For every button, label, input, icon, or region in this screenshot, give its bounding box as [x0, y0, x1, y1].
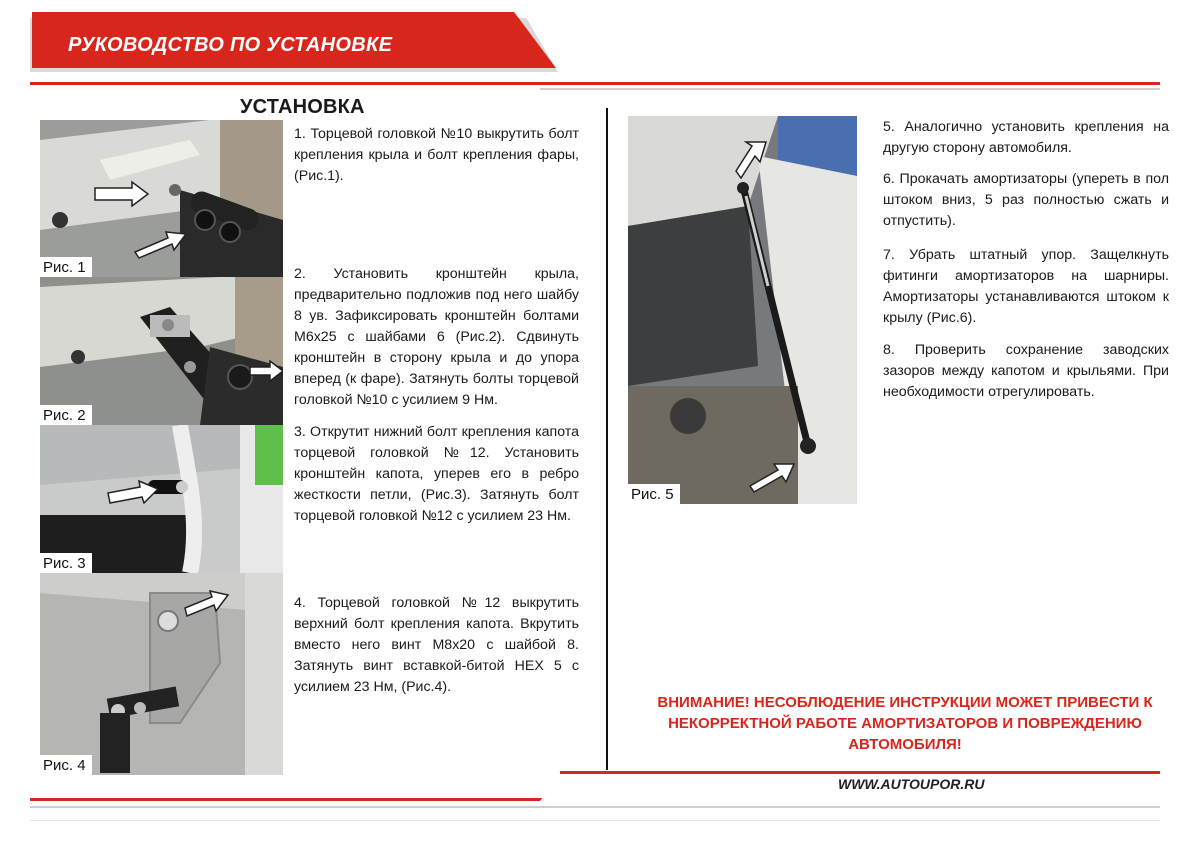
step-3: 3. Открутит нижний болт крепления капота торцевой головкой №12. Установить кронштейн капота, уперев его в ребро жесткости петли, (Рис.3). Затянуть болт торцевой головкой №12 с усилием 23 Нм. [294, 424, 579, 524]
column-divider [606, 108, 608, 770]
step-8: 8. Проверить сохранение заводских зазоров между капотом и крыльями. При необходимости отрегулировать. [883, 342, 1169, 400]
figure-3-photo [40, 425, 283, 573]
step-2: 2. Установить кронштейн крыла, предварительно подложив под него шайбу 8 ув. Зафиксировать кронштейн болтами М6х25 с шайбами 6 (Рис.2). Сдвинуть кронштейн в сторону крыла и до упора вперед (к фаре). Затянуть болты торцевой головкой №10 с усилием 9 Нм. [294, 266, 579, 408]
figure-4-caption: Рис. 4 [40, 755, 92, 775]
footer-rule-grey [30, 806, 1160, 808]
warning-notice: ВНИМАНИЕ! НЕСОБЛЮДЕНИЕ ИНСТРУКЦИИ МОЖЕТ ПРИВЕСТИ К НЕКОРРЕКТНОЙ РАБОТЕ АМОРТИЗАТОРОВ И ПОВРЕЖДЕНИЮ АВТОМОБИЛЯ! [657, 694, 1153, 753]
figure-5-photo [628, 116, 857, 504]
step-4: 4. Торцевой головкой №12 выкрутить верхний болт крепления капота. Вкрутить вместо него винт М8х20 с шайбой 8. Затянуть винт вставкой-битой HEX 5 с усилием 23 Нм, (Рис.4). [294, 595, 579, 695]
figure-1-photo [40, 120, 283, 277]
figure-4-photo [40, 573, 283, 775]
footer-banner-rule [560, 771, 1160, 774]
step-1: 1. Торцевой головкой №10 выкрутить болт крепления крыла и болт крепления фары, (Рис.1). [294, 126, 579, 184]
header-rule-left [30, 82, 550, 85]
figure-2-caption: Рис. 2 [40, 405, 92, 425]
step-7: 7. Убрать штатный упор. Защелкнуть фитинги амортизаторов на шарниры. Амортизаторы устанавливаются штоком к крылу (Рис.6). [883, 247, 1169, 326]
figure-2-photo [40, 277, 283, 425]
step-6: 6. Прокачать амортизаторы (упереть в пол штоком вниз, 5 раз полностью сжать и отпустить). [883, 171, 1169, 229]
figure-3-caption: Рис. 3 [40, 553, 92, 573]
figure-5-caption: Рис. 5 [628, 484, 680, 504]
footer-rule-light [30, 820, 1160, 821]
step-5: 5. Аналогично установить крепления на другую сторону автомобиля. [883, 119, 1169, 156]
header-rule-red [540, 82, 1160, 85]
header-rule-grey [540, 88, 1160, 90]
footer-website: WWW.AUTOUPOR.RU [838, 776, 985, 792]
figure-1-caption: Рис. 1 [40, 257, 92, 277]
page-title: РУКОВОДСТВО ПО УСТАНОВКЕ [68, 34, 393, 56]
section-title: УСТАНОВКА [240, 96, 365, 118]
